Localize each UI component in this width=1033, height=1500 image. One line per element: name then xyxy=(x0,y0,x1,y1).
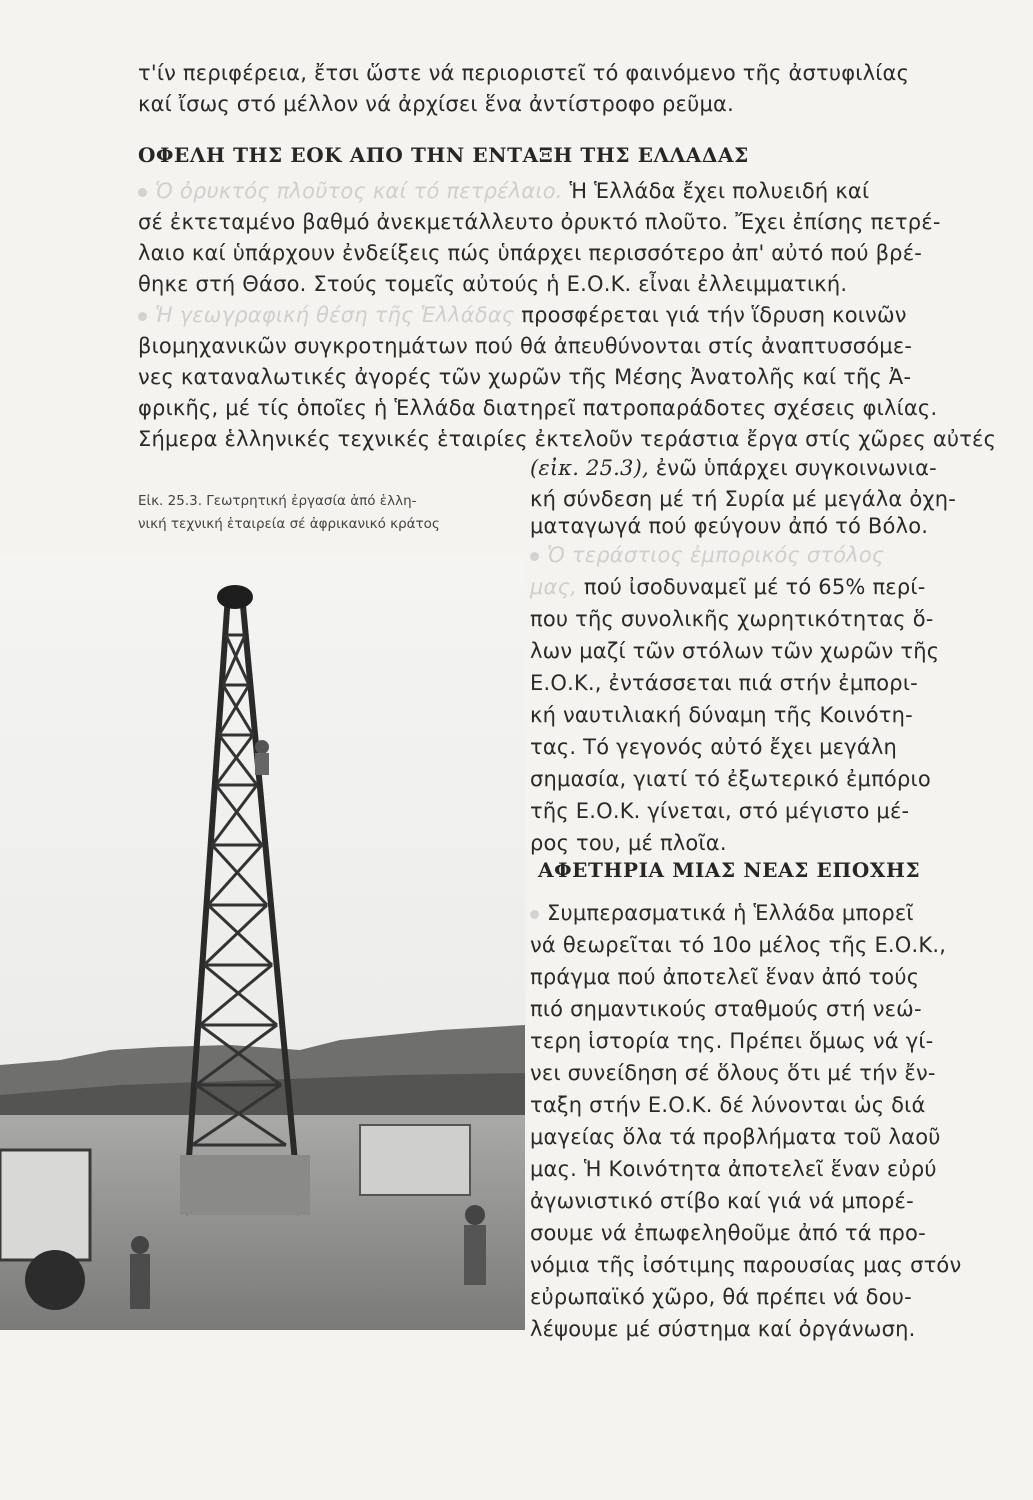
para-fleet-line: λων μαζί τῶν στόλων τῶν χωρῶν τῆς xyxy=(530,639,940,663)
truck-wheel xyxy=(25,1250,85,1310)
para-geography-text: προσφέρεται γιά τήν ἵδρυση κοινῶν xyxy=(521,303,907,327)
para-geography-ref-line: (εἰκ. 25.3), ἐνῶ ὑπάρχει συγκοινωνια- xyxy=(530,456,937,480)
para-fleet-line: που τῆς συνολικῆς χωρητικότητας ὅ- xyxy=(530,607,934,631)
rig-base xyxy=(180,1155,310,1215)
para-conclusion-line: μαγείας ὅλα τά προβλήματα τοῦ λαοῦ xyxy=(530,1125,941,1149)
bullet-icon xyxy=(138,312,147,321)
para-mineral-line: θηκε στή Θάσο. Στούς τομεῖς αὐτούς ἡ Ε.Ο.Κ. εἶναι ἐλλειμματική. xyxy=(138,272,848,296)
intro-line-1: τ'ίν περιφέρεια, ἔτσι ὥστε νά περιοριστεῖ τό φαινόμενο τῆς ἀστυφιλίας xyxy=(138,61,910,85)
para-fleet-first-line: μας, πού ἰσοδυναμεῖ μέ τό 65% περί- xyxy=(530,575,926,599)
para-geography-lead: Ἡ γεωγραφική θέση τῆς Ἑλλάδας xyxy=(155,303,515,327)
para-mineral-first-line xyxy=(138,176,869,207)
para-conclusion-line: ἀγωνιστικό στίβο καί γιά νά μπορέ- xyxy=(530,1189,914,1213)
bullet-icon xyxy=(138,188,147,197)
figure-reference: (εἰκ. 25.3), xyxy=(530,456,649,480)
machinery xyxy=(360,1125,470,1195)
para-conclusion-first-line: Συμπερασματικά ἡ Ἑλλάδα μπορεῖ xyxy=(530,898,914,929)
para-mineral-text: Ἡ Ἑλλάδα ἔχει πολυειδή καί xyxy=(569,179,870,203)
para-conclusion-line: νει συνείδηση σέ ὅλους ὅτι μέ τήν ἔν- xyxy=(530,1061,936,1085)
para-fleet-lead: Ὁ τεράστιος ἐμπορικός στόλος xyxy=(547,543,885,567)
para-conclusion-line: λέψουμε μέ σύστημα καί ὀργάνωση. xyxy=(530,1317,916,1341)
bullet-icon xyxy=(530,910,539,919)
para-geography-line: Σήμερα ἑλληνικές τεχνικές ἑταιρίες ἐκτελοῦν τεράστια ἔργα στίς χῶρες αὐτές xyxy=(138,427,997,451)
para-fleet-line: ρος του, μέ πλοῖα. xyxy=(530,831,727,855)
para-geography-line: βιομηχανικῶν συγκροτημάτων πού θά ἀπευθύνονται στίς ἀναπτυσσόμε- xyxy=(138,334,913,358)
para-fleet-line: κή ναυτιλιακή δύναμη τῆς Κοινότη- xyxy=(530,703,913,727)
para-conclusion-line: μας. Ἡ Κοινότητα ἀποτελεῖ ἕναν εὐρύ xyxy=(530,1157,937,1181)
para-fleet-line: σημασία, γιατί τό ἐξωτερικό ἐμπόριο xyxy=(530,767,931,791)
para-geography-col-line: κή σύνδεση μέ τή Συρία μέ μεγάλα ὀχη- xyxy=(530,487,957,511)
para-mineral-lead: Ὁ ὀρυκτός πλοῦτος καί τό πετρέλαιο. xyxy=(155,179,563,203)
para-conclusion-line: ταξη στήν Ε.Ο.Κ. δέ λύνονται ὡς διά xyxy=(530,1093,926,1117)
para-geography-first-line xyxy=(138,300,907,331)
figure-caption-line-1: Εἰκ. 25.3. Γεωτρητική ἐργασία ἀπό ἑλλη- xyxy=(138,493,417,509)
para-fleet-line: τῆς Ε.Ο.Κ. γίνεται, στό μέγιστο μέ- xyxy=(530,799,910,823)
section-heading-benefits: ΟΦΕΛΗ ΤΗΣ ΕΟΚ ΑΠΟ ΤΗΝ ΕΝΤΑΞΗ ΤΗΣ ΕΛΛΑΔΑΣ xyxy=(138,143,749,167)
section-heading-new-era: ΑΦΕΤΗΡΙΑ ΜΙΑΣ ΝΕΑΣ ΕΠΟΧΗΣ xyxy=(538,858,921,882)
drilling-rig-photo xyxy=(0,555,525,1330)
para-fleet-lead-line xyxy=(530,540,884,571)
para-mineral-line: σέ ἐκτεταμένο βαθμό ἀνεκμετάλλευτο ὀρυκτό πλοῦτο. Ἔχει ἐπίσης πετρέ- xyxy=(138,210,941,234)
intro-line-2: καί ἴσως στό μέλλον νά ἀρχίσει ἕνα ἀντίστροφο ρεῦμα. xyxy=(138,92,734,116)
para-geography-line: νες καταναλωτικές ἀγορές τῶν χωρῶν τῆς Μέσης Ἀνατολῆς καί τῆς Ἀ- xyxy=(138,365,912,389)
para-conclusion-line: πράγμα πού ἀποτελεῖ ἕναν ἀπό τούς xyxy=(530,965,920,989)
para-conclusion-line: νά θεωρεῖται τό 10ο μέλος τῆς Ε.Ο.Κ., xyxy=(530,933,947,957)
para-conclusion-line: πιό σημαντικούς σταθμούς στή νεώ- xyxy=(530,997,922,1021)
worker-on-ground xyxy=(465,1205,485,1225)
para-mineral-line: λαιο καί ὑπάρχουν ἐνδείξεις πώς ὑπάρχει περισσότερο ἀπ' αὐτό πού βρέ- xyxy=(138,241,923,265)
worker-on-tower xyxy=(255,740,269,754)
truck xyxy=(0,1150,90,1260)
para-conclusion-line: νόμια τῆς ἰσότιμης παρουσίας μας στόν xyxy=(530,1253,962,1277)
figure-caption-line-2: νική τεχνική ἑταιρεία σέ ἀφρικανικό κράτος xyxy=(138,516,440,532)
para-geography-line: φρικῆς, μέ τίς ὁποῖες ἡ Ἑλλάδα διατηρεῖ πατροπαράδοτες σχέσεις φιλίας. xyxy=(138,396,938,420)
para-fleet-line: τας. Τό γεγονός αὐτό ἔχει μεγάλη xyxy=(530,735,898,759)
bullet-icon xyxy=(530,552,539,561)
crown-block xyxy=(217,585,253,609)
para-conclusion-line: τερη ἱστορία της. Πρέπει ὅμως νά γί- xyxy=(530,1029,934,1053)
para-fleet-line: Ε.Ο.Κ., ἐντάσσεται πιά στήν ἐμπορι- xyxy=(530,671,918,695)
para-geography-col-line: ματαγωγά πού φεύγουν ἀπό τό Βόλο. xyxy=(530,514,929,538)
worker-on-ground xyxy=(131,1236,149,1254)
para-conclusion-line: εὐρωπαϊκό χῶρο, θά πρέπει νά δου- xyxy=(530,1285,912,1309)
para-conclusion-line: σουμε νά ἐπωφεληθοῦμε ἀπό τά προ- xyxy=(530,1221,926,1245)
